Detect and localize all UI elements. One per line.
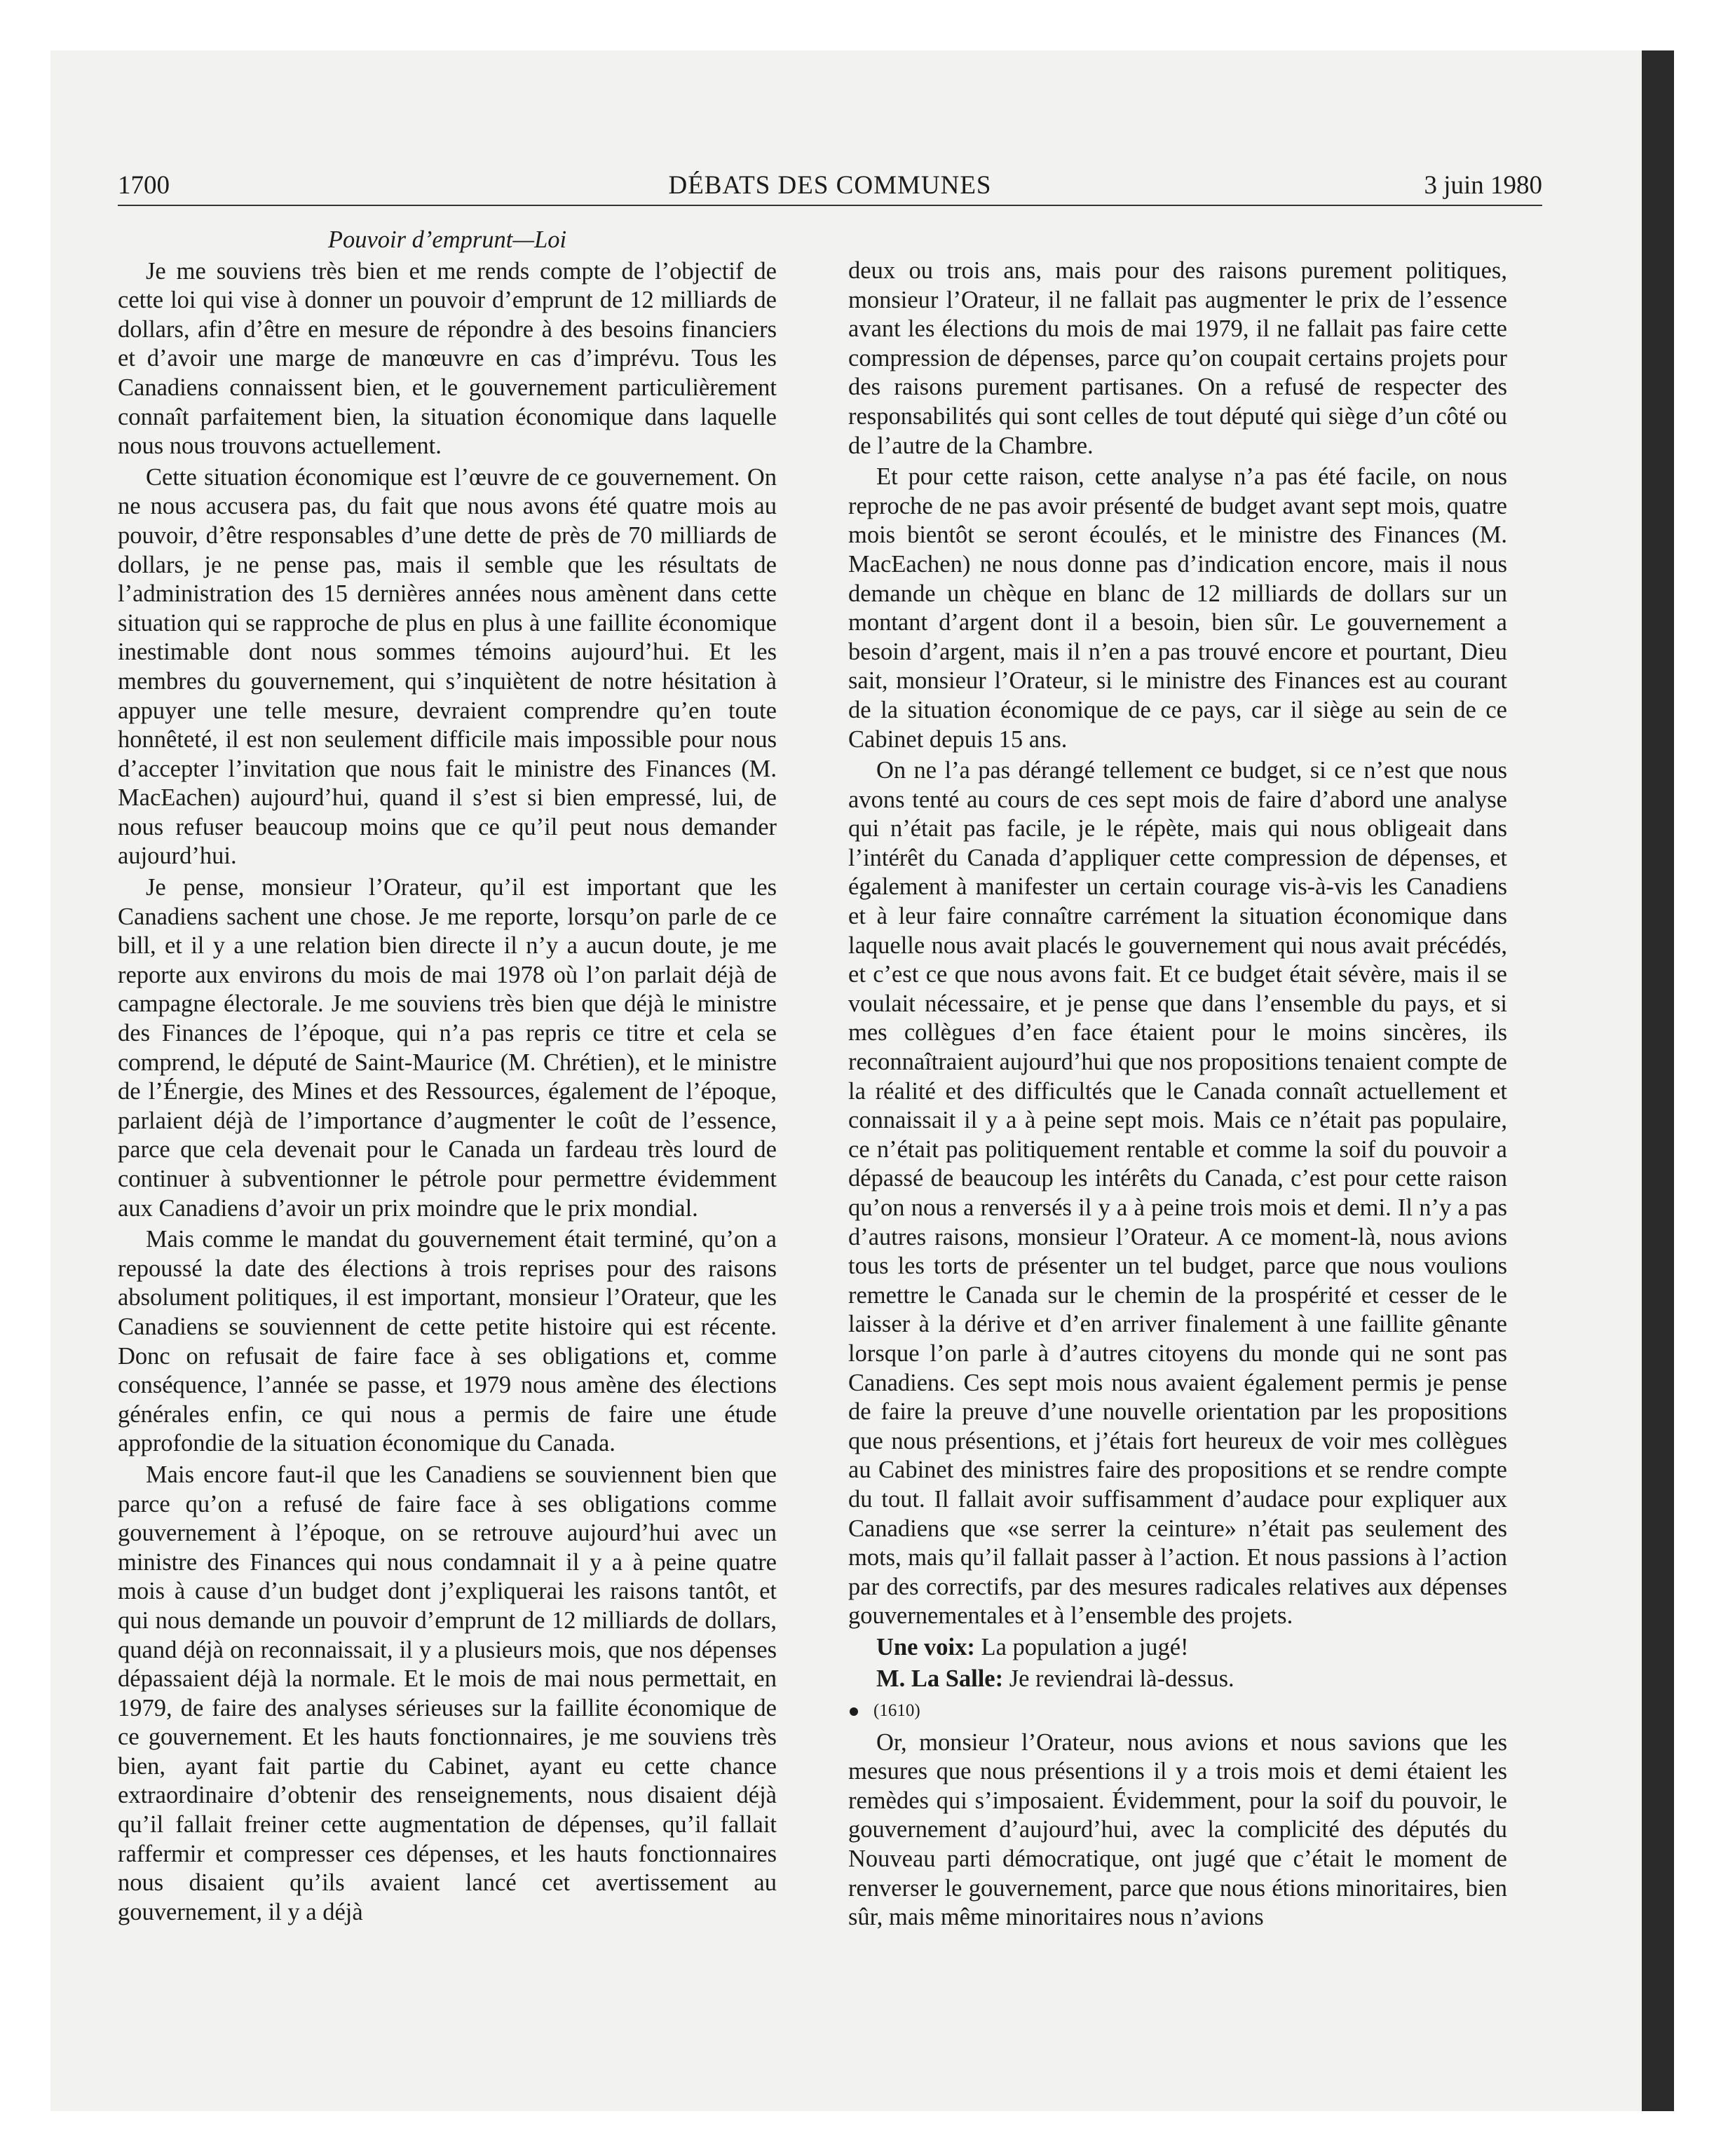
paragraph: Or, monsieur l’Orateur, nous avions et nous savions que les mesures que nous présentions il y a trois mois et demi étaient les remèdes qui s’imposaient. Évidemment, pour la soif du pouvoir, le gouvernement d’aujourd’hui, avec la complicité des députés du Nouveau parti démocratique, ont jugé que c’était le moment de renverser le gouvernement, parce que nous étions minoritaires, bien sûr, mais même minoritaires nous n’avions [848,1728,1507,1931]
interjection [848,1665,1507,1694]
paragraph: Mais comme le mandat du gouvernement était terminé, qu’on a repoussé la date des élections à trois reprises pour des raisons absolument politiques, il est important, monsieur l’Orateur, que les Canadiens se souviennent de cette petite histoire qui est récente. Donc on refusait de faire face à ses obligations et, comme conséquence, l’année se passe, et 1979 nous amène des élections générales enfin, ce qui nous a permis de faire une étude approfondie de la situation économique du Canada. [118,1226,777,1457]
page-number: 1700 [118,171,170,200]
paragraph: Je pense, monsieur l’Orateur, qu’il est important que les Canadiens sachent une chose. Je me reporte, lorsqu’on parle de ce bill, et il y a une relation bien directe il n’y a aucun doute, je me reporte aux environs du mois de mai 1978 où l’on parlait déjà de campagne électorale. Je me souviens très bien que déjà le ministre des Finances de l’époque, qui n’a pas repris ce titre et cela se comprend, le député de Saint-Maurice (M. Chrétien), et le ministre de l’Énergie, des Mines et des Ressources, également de l’époque, parlaient déjà de l’importance d’augmenter le coût de l’essence, parce que cela devenait pour le Canada un fardeau très lourd de continuer à subventionner le pétrole pour permettre évidemment aux Canadiens d’avoir un prix moindre que le prix mondial. [118,874,777,1222]
paragraph: Et pour cette raison, cette analyse n’a pas été facile, on nous reproche de ne pas avoir présenté de budget avant sept mois, quatre mois bientôt se seront écoulés, et le ministre des Finances (M. MacEachen) ne nous donne pas d’indication encore, mais il nous demande un chèque en blanc de 12 milliards de dollars sur un montant d’argent dont il a besoin, bien sûr. Le gouvernement a besoin d’argent, mais il n’en a pas trouvé encore et pourtant, Dieu sait, monsieur l’Orateur, si le ministre des Finances est au courant de la situation économique de ce pays, car il siège au sein de ce Cabinet depuis 15 ans. [848,463,1507,753]
page-header [118,168,1542,203]
interjection-text: Je reviendrai là-dessus. [1003,1665,1234,1692]
paragraph: Je me souviens très bien et me rends compte de l’objectif de cette loi qui vise à donner un pouvoir d’emprunt de 12 milliards de dollars, afin d’être en mesure de répondre à des besoins financiers et d’avoir une marge de manœuvre en cas d’imprévu. Tous les Canadiens connaissent bien, et le gouvernement particulièrement connaît parfaitement bien, la situation économique dans laquelle nous nous trouvons actuellement. [118,257,777,460]
bullet-icon [850,1707,858,1716]
header-rule [118,205,1542,206]
right-column [848,257,1507,1935]
publication-title: DÉBATS DES COMMUNES [668,171,992,200]
paragraph: Mais encore faut-il que les Canadiens se souviennent bien que parce qu’on a refusé de faire face à ses obligations comme gouvernement à l’époque, on se retrouve aujourd’hui avec un ministre des Finances qui nous condamnait il y a à peine quatre mois à cause d’un budget dont j’expliquerai les raisons tantôt, et qui nous demande un pouvoir d’emprunt de 12 milliards de dollars, quand déjà on reconnaissait, il y a plusieurs mois, que nos dépenses dépassaient déjà la normale. Et le mois de mai nous permettait, en 1979, de faire des analyses sérieuses sur la faillite économique de ce gouvernement. Et les hauts fonctionnaires, je me souviens très bien, ayant fait partie du Cabinet, ayant eu cette chance extraordinaire d’obtenir des renseignements, nous disaient déjà qu’il fallait freiner cette augmentation de dépenses, qu’il fallait raffermir et compresser ces dépenses, et les hauts fonctionnaires nous disaient qu’ils avaient lancé cet avertissement au gouvernement, il y a déjà [118,1461,777,1925]
left-column [118,226,777,1929]
subject-heading: Pouvoir d’emprunt—Loi [327,226,567,253]
header-date: 3 juin 1980 [1424,171,1542,200]
speaker-name: Une voix: [876,1633,975,1660]
interjection [848,1633,1507,1663]
time-marker-text: (1610) [873,1701,920,1721]
speaker-name: M. La Salle: [876,1665,1004,1692]
interjection-text: La population a jugé! [974,1633,1189,1660]
scan-edge-bar [1642,50,1674,2111]
paragraph-continued: deux ou trois ans, mais pour des raisons purement politiques, monsieur l’Orateur, il ne fallait pas augmenter le prix de l’essence avant les élections du mois de mai 1979, il ne fallait pas faire cette compression de dépenses, parce qu’on coupait certains projets pour des raisons purement partisanes. On a refusé de respecter des responsabilités qui sont celles de tout député qui siège d’un côté ou de l’autre de la Chambre. [848,257,1507,459]
time-marker [848,1696,1507,1726]
paragraph: Cette situation économique est l’œuvre de ce gouvernement. On ne nous accusera pas, du fait que nous avons été quatre mois au pouvoir, d’être responsables d’une dette de près de 70 milliards de dollars, je ne pense pas, mais il semble que les résultats de l’administration des 15 dernières années nous amènent dans cette situation qui se rapproche de plus en plus à une faillite économique inestimable dont nous sommes témoins aujourd’hui. Et les membres du gouvernement, qui s’inquiètent de notre hésitation à appuyer une telle mesure, devraient comprendre qu’en toute honnêteté, il est non seulement difficile mais impossible pour nous d’accepter l’invitation que nous fait le ministre des Finances (M. MacEachen) aujourd’hui, quand il s’est si bien empressé, lui, de nous refuser beaucoup moins que ce qu’il peut nous demander aujourd’hui. [118,463,777,870]
paragraph: On ne l’a pas dérangé tellement ce budget, si ce n’est que nous avons tenté au cours de ces sept mois de faire d’abord une analyse qui n’était pas facile, je le répète, mais qui nous obligeait dans l’intérêt du Canada d’appliquer cette compression de dépenses, et également à manifester un certain courage vis-à-vis les Canadiens et à leur faire connaître carrément la situation économique dans laquelle nous avait placés le gouvernement qui nous avait précédés, et c’est ce que nous avons fait. Et ce budget était sévère, mais il se voulait nécessaire, et je pense que dans l’ensemble du pays, et si mes collègues d’en face étaient pour le moins sincères, ils reconnaîtraient aujourd’hui que nos propositions tenaient compte de la réalité et des difficultés que le Canada connaît actuellement et connaissait il y a à peine sept mois. Mais ce n’était pas populaire, ce n’était pas politiquement rentable et comme la soif du pouvoir a dépassé de beaucoup les intérêts du Canada, c’est pour cette raison qu’on nous a renversés il y a à peine trois mois et demi. Il n’y a pas d’autres raisons, monsieur l’Orateur. A ce moment-là, nous avions tous les torts de présenter un tel budget, parce que nous voulions remettre le Canada sur le chemin de la prospérité et cesser de le laisser à la dérive et d’en arriver finalement à une faillite gênante lorsque l’on parle à d’autres citoyens du monde qui ne sont pas Canadiens. Ces sept mois nous avaient également permis je pense de faire la preuve d’une nouvelle orientation par les propositions que nous présentions, et j’étais fort heureux de voir mes collègues au Cabinet des ministres faire des propositions et se rendre compte du tout. Il fallait avoir suffisamment d’audace pour expliquer aux Canadiens que «se serrer la ceinture» n’était pas seulement des mots, mais qu’il fallait passer à l’action. Et nous passions à l’action par des correctifs, par des mesures radicales relatives aux dépenses gouvernementales et à l’ensemble des projets. [848,757,1507,1630]
